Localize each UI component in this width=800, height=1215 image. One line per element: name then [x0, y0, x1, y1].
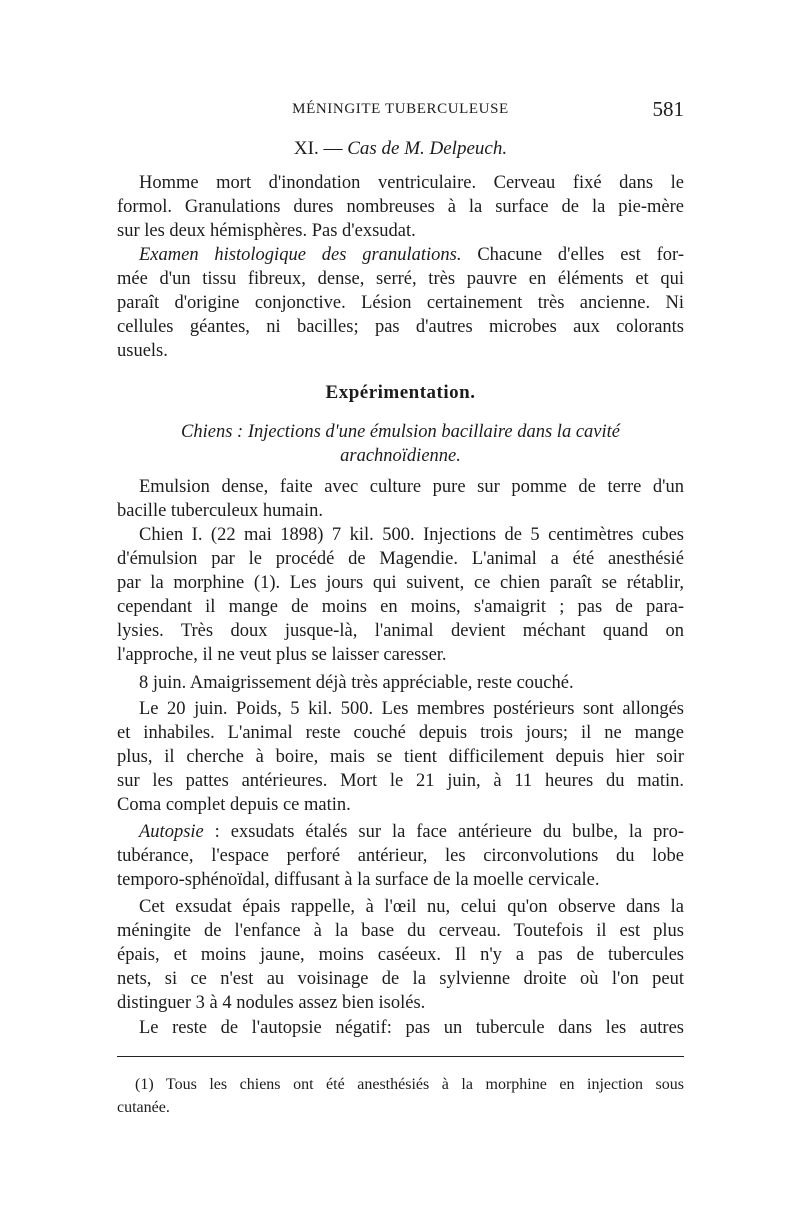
paragraph-line: tubérance, l'espace perforé antérieur, les circonvolutions du lobe — [117, 846, 684, 866]
running-title: MÉNINGITE TUBERCULEUSE — [292, 101, 509, 117]
histology-lead: Examen histologique des granulations. — [139, 245, 462, 265]
paragraph-line: d'émulsion par le procédé de Magendie. L'animal a été anesthésié — [117, 549, 684, 569]
paragraph-line: Chien I. (22 mai 1898) 7 kil. 500. Injections de 5 centimètres cubes — [139, 525, 684, 545]
paragraph-line: méningite de l'enfance à la base du cerveau. Toutefois il est plus — [117, 921, 684, 941]
footnote-rule — [117, 1056, 684, 1057]
section-title-italic: Cas de M. Delpeuch. — [347, 138, 508, 159]
paragraph-line: formol. Granulations dures nombreuses à la surface de la pie-mère — [117, 197, 684, 217]
paragraph-line: lysies. Très doux jusque-là, l'animal devient méchant quand on — [117, 621, 684, 641]
paragraph-text: : exsudats étalés sur la face antérieure du bulbe, la pro- — [203, 822, 684, 842]
paragraph-line: Le 20 juin. Poids, 5 kil. 500. Les membres postérieurs sont allongés — [139, 699, 684, 719]
paragraph-line: nets, si ce n'est au voisinage de la sylvienne droite où l'on peut — [117, 969, 684, 989]
paragraph-line: distinguer 3 à 4 nodules assez bien isolés. — [117, 993, 426, 1013]
paragraph-line: Cet exsudat épais rappelle, à l'œil nu, celui qu'on observe dans la — [139, 897, 684, 917]
paragraph-line — [117, 820, 684, 844]
running-header — [117, 97, 684, 121]
autopsy-lead: Autopsie — [139, 822, 204, 842]
paragraph-line: par la morphine (1). Les jours qui suivent, ce chien paraît se rétablir, — [117, 573, 684, 593]
paragraph-line: temporo-sphénoïdal, diffusant à la surface de la moelle cervicale. — [117, 870, 600, 890]
paragraph-line — [117, 243, 684, 267]
paragraph-line: Coma complet depuis ce matin. — [117, 795, 351, 815]
page-number: 581 — [652, 97, 684, 121]
paragraph-line: Le reste de l'autopsie négatif: pas un tubercule dans les autres — [139, 1018, 684, 1038]
paragraph-line: Emulsion dense, faite avec culture pure sur pomme de terre d'un — [139, 477, 684, 497]
section-title — [117, 138, 684, 160]
paragraph-line: 8 juin. Amaigrissement déjà très appréciable, reste couché. — [139, 673, 574, 693]
experimentation-heading: Expérimentation. — [325, 382, 476, 403]
paragraph-line: Homme mort d'inondation ventriculaire. Cerveau fixé dans le — [139, 173, 684, 193]
footnote-line: (1) Tous les chiens ont été anesthésiés à la morphine en injection sous — [135, 1076, 684, 1093]
footnote-line: cutanée. — [117, 1099, 170, 1116]
paragraph-line: mée d'un tissu fibreux, dense, serré, très pauvre en éléments et qui — [117, 269, 684, 289]
paragraph-line: sur les deux hémisphères. Pas d'exsudat. — [117, 221, 416, 241]
section-number: XI. — — [293, 138, 343, 159]
paragraph-text: Chacune d'elles est for- — [477, 245, 684, 265]
subtitle-line: Chiens : Injections d'une émulsion bacillaire dans la cavité — [181, 422, 620, 442]
paragraph-line: l'approche, il ne veut plus se laisser caresser. — [117, 645, 447, 665]
paragraph-line: cellules géantes, ni bacilles; pas d'autres microbes aux colorants — [117, 317, 684, 337]
paragraph-line: paraît d'origine conjonctive. Lésion certainement très ancienne. Ni — [117, 293, 684, 313]
subtitle-line: arachnoïdienne. — [340, 446, 461, 466]
paragraph-line: plus, il cherche à boire, mais se tient difficilement depuis hier soir — [117, 747, 684, 767]
paragraph-line: cependant il mange de moins en moins, s'amaigrit ; pas de para- — [117, 597, 684, 617]
paragraph-line: sur les pattes antérieures. Mort le 21 juin, à 11 heures du matin. — [117, 771, 684, 791]
paragraph-line: et inhabiles. L'animal reste couché depuis trois jours; il ne mange — [117, 723, 684, 743]
paragraph-line: bacille tuberculeux humain. — [117, 501, 323, 521]
paragraph-line: usuels. — [117, 341, 168, 361]
paragraph-line: épais, et moins jaune, moins caséeux. Il n'y a pas de tubercules — [117, 945, 684, 965]
